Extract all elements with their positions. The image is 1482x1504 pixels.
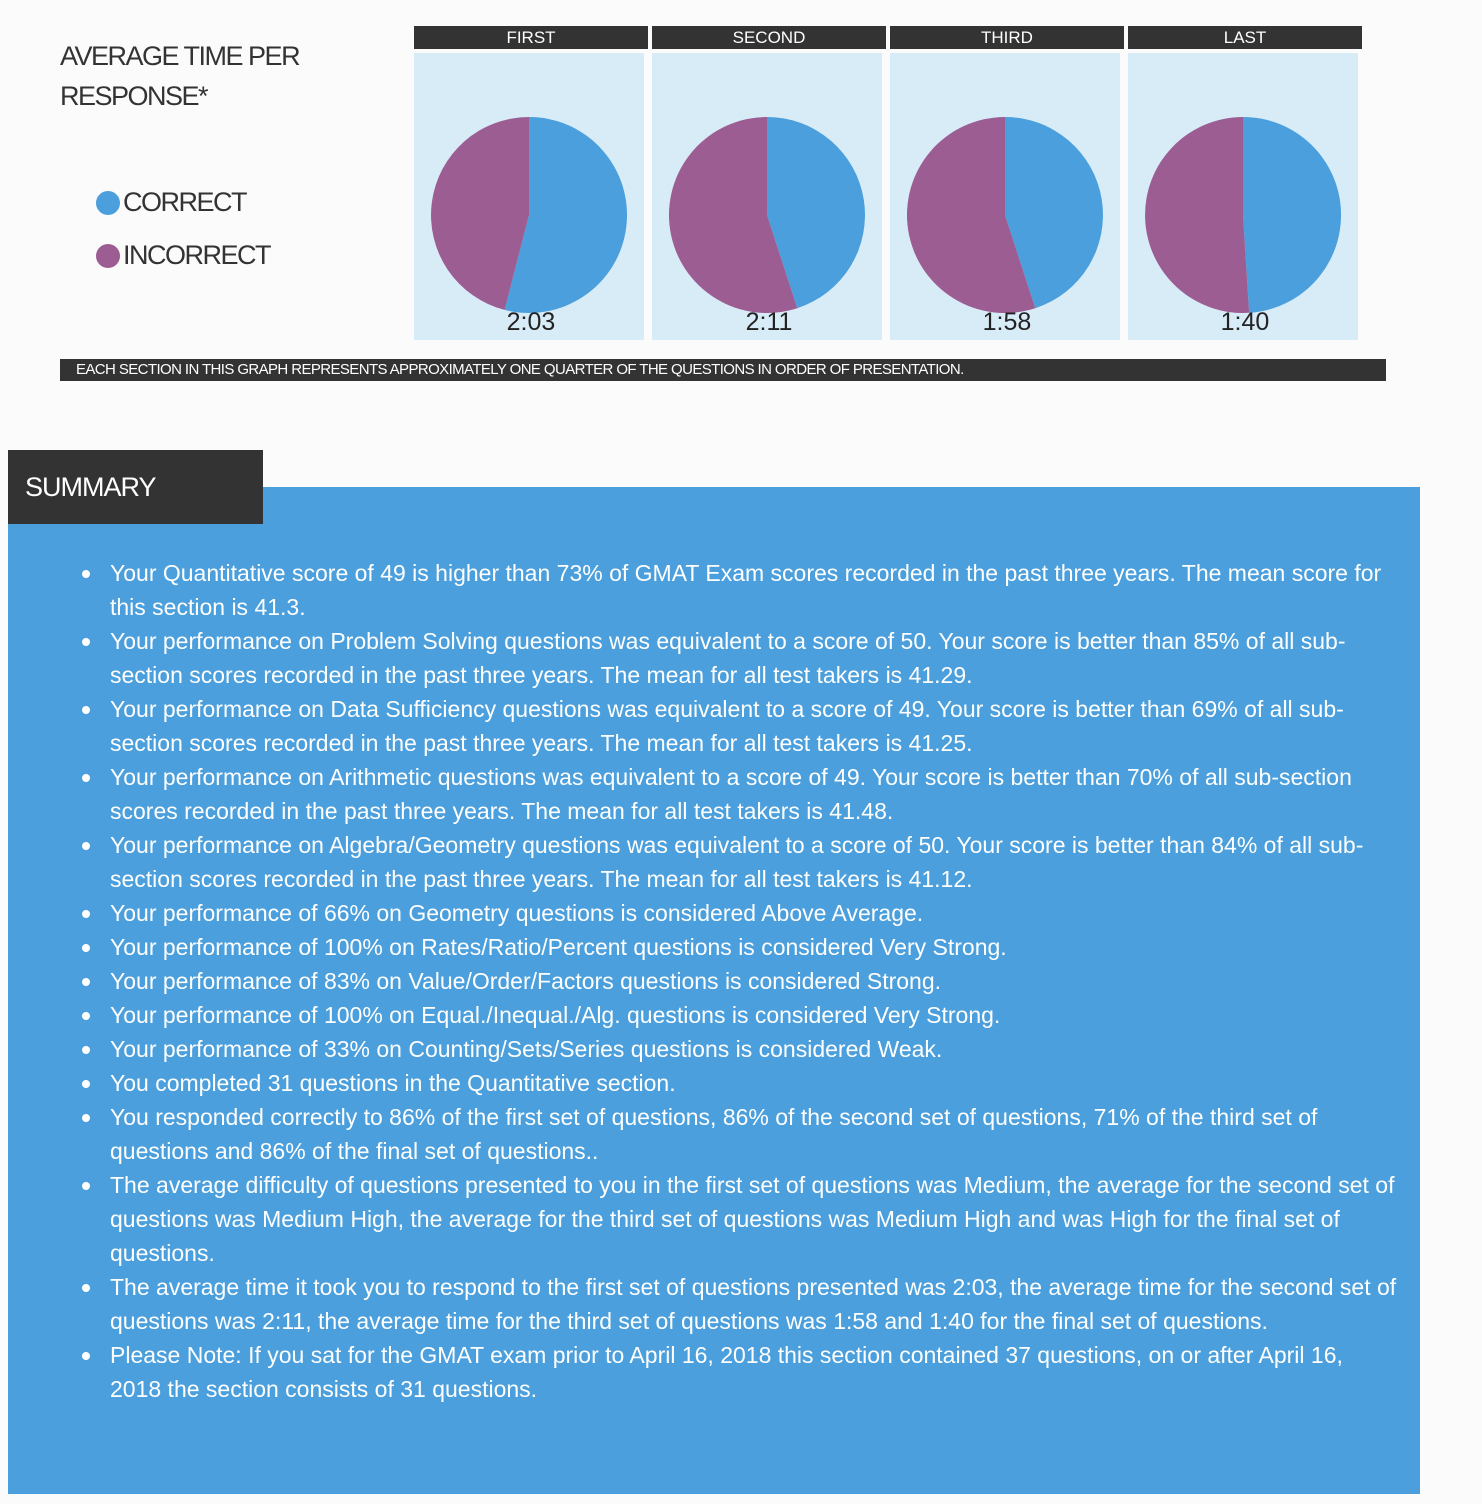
legend-item-incorrect: [96, 229, 270, 282]
panel-body: [1128, 53, 1358, 340]
panel-header: FIRST: [414, 26, 648, 49]
pie-chart-third: [890, 53, 1120, 340]
pie-chart-last: [1128, 53, 1358, 340]
legend-item-correct: [96, 176, 270, 229]
pie-chart-second: [652, 53, 882, 340]
panel-body: [890, 53, 1120, 340]
pie-slice-correct: [1243, 117, 1341, 313]
panel-header: SECOND: [652, 26, 886, 49]
pie-panel-first: [414, 26, 648, 340]
summary-tab: SUMMARY: [8, 450, 263, 524]
summary-item: The average time it took you to respond to the first set of questions presented was 2:03, the average time for the second set of questions was 2:11, the average time for the third set of questions was 1:58 and 1:40 for the final set of questions.: [110, 1270, 1400, 1338]
pie-chart-first: [414, 53, 644, 340]
summary-item: Your performance of 100% on Equal./Inequal./Alg. questions is considered Very Strong.: [110, 998, 1400, 1032]
summary-item: You completed 31 questions in the Quantitative section.: [110, 1066, 1400, 1100]
chart-title: AVERAGE TIME PER RESPONSE*: [60, 41, 300, 111]
panel-time: 2:11: [745, 308, 793, 336]
panel-body: [414, 53, 644, 340]
pie-panel-second: [652, 26, 886, 340]
pie-slice-incorrect: [1145, 117, 1249, 313]
panel-header: LAST: [1128, 26, 1362, 49]
legend-label-correct: CORRECT: [123, 187, 246, 217]
summary-item: Your performance on Problem Solving questions was equivalent to a score of 50. Your score is better than 85% of all sub-section scores recorded in the past three years. The mean for all test takers is 41.29.: [110, 624, 1400, 692]
summary-item: Please Note: If you sat for the GMAT exam prior to April 16, 2018 this section contained 37 questions, on or after April 16, 2018 the section consists of 31 questions.: [110, 1338, 1400, 1406]
panel-body: [652, 53, 882, 340]
panel-header: THIRD: [890, 26, 1124, 49]
correct-swatch-icon: [96, 191, 120, 215]
legend-label-incorrect: INCORRECT: [123, 240, 270, 270]
pie-panel-third: [890, 26, 1124, 340]
summary-item: Your performance on Algebra/Geometry questions was equivalent to a score of 50. Your score is better than 84% of all sub-section scores recorded in the past three years. The mean for all test takers is 41.12.: [110, 828, 1400, 896]
summary-list: [110, 556, 1400, 1406]
summary-item: Your performance of 66% on Geometry questions is considered Above Average.: [110, 896, 1400, 930]
panel-time: 1:40: [1220, 308, 1270, 336]
legend: [96, 176, 270, 282]
panel-time: 1:58: [982, 308, 1032, 336]
chart-note: EACH SECTION IN THIS GRAPH REPRESENTS APPROXIMATELY ONE QUARTER OF THE QUESTIONS IN ORDER OF PRESENTATION.: [60, 359, 1386, 381]
summary-item: Your performance of 100% on Rates/Ratio/Percent questions is considered Very Strong.: [110, 930, 1400, 964]
summary-item: Your performance on Data Sufficiency questions was equivalent to a score of 49. Your score is better than 69% of all sub-section scores recorded in the past three years. The mean for all test takers is 41.25.: [110, 692, 1400, 760]
panel-time: 2:03: [506, 308, 556, 336]
summary-item: Your Quantitative score of 49 is higher than 73% of GMAT Exam scores recorded in the past three years. The mean score for this section is 41.3.: [110, 556, 1400, 624]
incorrect-swatch-icon: [96, 244, 120, 268]
summary-item: Your performance of 83% on Value/Order/Factors questions is considered Strong.: [110, 964, 1400, 998]
summary-item: The average difficulty of questions presented to you in the first set of questions was Medium, the average for the second set of questions was Medium High, the average for the third set of questions was Medium High and was High for the final set of questions.: [110, 1168, 1400, 1270]
summary-item: Your performance of 33% on Counting/Sets/Series questions is considered Weak.: [110, 1032, 1400, 1066]
pie-panel-last: [1128, 26, 1362, 340]
summary-item: You responded correctly to 86% of the first set of questions, 86% of the second set of questions, 71% of the third set of questions and 86% of the final set of questions..: [110, 1100, 1400, 1168]
summary-item: Your performance on Arithmetic questions was equivalent to a score of 49. Your score is better than 70% of all sub-section scores recorded in the past three years. The mean for all test takers is 41.48.: [110, 760, 1400, 828]
